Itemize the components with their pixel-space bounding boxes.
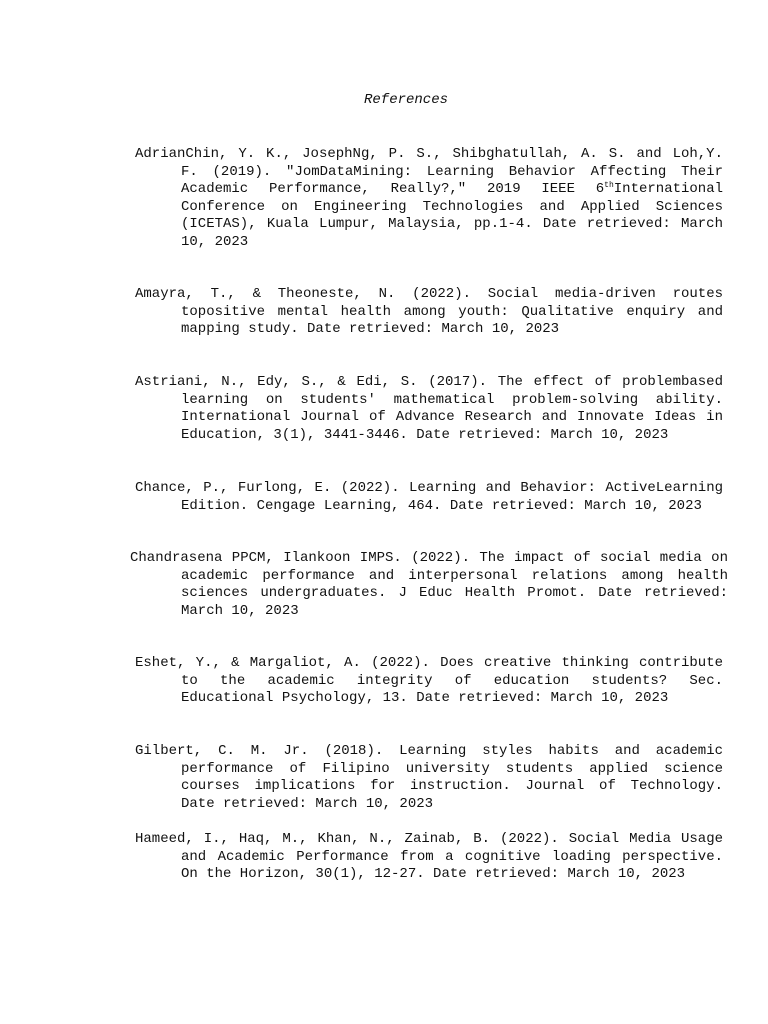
reference-entry-5: Chandrasena PPCM, Ilankoon IMPS. (2022). The impact of social media on academic performance and interpersonal relations among health sciences undergraduates. J Educ Health Promot. Date retrieved: March 10, 2023 <box>130 550 728 619</box>
reference-entry-2: Amayra, T., & Theoneste, N. (2022). Social media-driven routes topositive mental health among youth: Qualitative enquiry and mapping study. Date retrieved: March 10, 2023 <box>135 286 723 338</box>
reference-entry-7: Gilbert, C. M. Jr. (2018). Learning styles habits and academic performance of Filipino university students applied science courses implications for instruction. Journal of Technology. Date retrieved: March 10, 2023 <box>135 743 723 812</box>
reference-entry-4: Chance, P., Furlong, E. (2022). Learning and Behavior: ActiveLearning Edition. Cengage Learning, 464. Date retrieved: March 10, 2023 <box>135 480 723 514</box>
reference-entry-8: Hameed, I., Haq, M., Khan, N., Zainab, B. (2022). Social Media Usage and Academic Performance from a cognitive loading perspective. On the Horizon, 30(1), 12-27. Date retrieved: March 10, 2023 <box>135 831 723 883</box>
reference-entry-3: Astriani, N., Edy, S., & Edi, S. (2017). The effect of problembased learning on students' mathematical problem-solving ability. International Journal of Advance Research and Innovate Ideas in Education, 3(1), 3441-3446. Date retrieved: March 10, 2023 <box>135 374 723 443</box>
reference-text: AdrianChin, Y. K., JosephNg, P. S., Shibghatullah, A. S. and Loh,Y. F. (2019). "JomDataMining: Learning Behavior Affecting Their Academic Performance, Really?," 2019 IEEE 6 <box>135 146 723 198</box>
reference-text-continued: International Conference on Engineering Technologies and Applied Sciences (ICETAS), Kuala Lumpur, Malaysia, pp.1-4. Date retrieved: March 10, 2023 <box>181 181 723 250</box>
reference-entry-6: Eshet, Y., & Margaliot, A. (2022). Does creative thinking contribute to the academic integrity of education students? Sec. Educational Psychology, 13. Date retrieved: March 10, 2023 <box>135 655 723 707</box>
references-heading: References <box>363 92 448 108</box>
ordinal-superscript: th <box>604 181 614 191</box>
reference-entry-1 <box>135 146 723 252</box>
